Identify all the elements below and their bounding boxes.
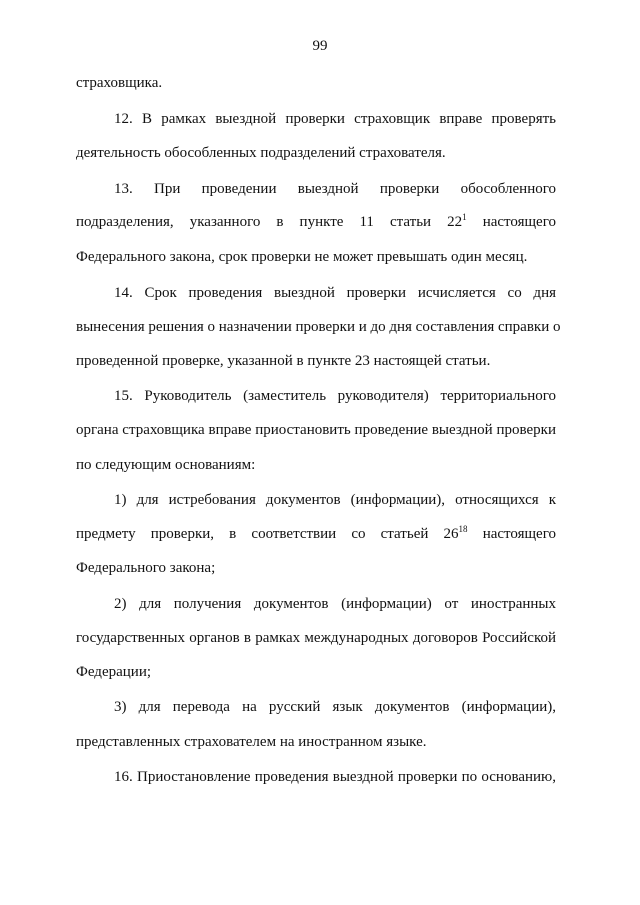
page-number: 99 [312, 38, 328, 54]
paragraph-14-line-3: проведенной проверке, указанной в пункте 23 настоящей статьи. [76, 353, 491, 369]
item-1-line-2 [76, 525, 556, 543]
paragraph-13-line-1: 13. При проведении выездной проверки обособленного [114, 181, 556, 197]
paragraph-12-line-1: 12. В рамках выездной проверки страховщик вправе проверять [114, 111, 556, 127]
item-2-line-1: 2) для получения документов (информации) от иностранных [114, 596, 556, 612]
item-2-line-2: государственных органов в рамках международных договоров Российской [76, 630, 556, 646]
item-2-line-3: Федерации; [76, 664, 152, 680]
item-3-line-2: представленных страхователем на иностранном языке. [76, 734, 427, 750]
paragraph-12-line-2: деятельность обособленных подразделений страхователя. [76, 145, 446, 161]
paragraph-13-line-2-text: подразделения, указанного в пункте 11 статьи 22 [76, 214, 463, 230]
paragraph-15-line-3: по следующим основаниям: [76, 457, 256, 473]
text-line: страховщика. [76, 75, 163, 91]
paragraph-15-line-2: органа страховщика вправе приостановить проведение выездной проверки [76, 422, 556, 438]
item-1-line-1: 1) для истребования документов (информации), относящихся к [114, 492, 556, 508]
paragraph-16-line-1: 16. Приостановление проведения выездной проверки по основанию, [114, 769, 556, 785]
paragraph-13-line-2 [76, 213, 556, 231]
paragraph-14-line-2: вынесения решения о назначении проверки и до дня составления справки о [76, 319, 561, 335]
superscript-1: 1 [462, 212, 467, 222]
paragraph-13-line-2-end: настоящего [482, 214, 556, 230]
paragraph-15-line-1: 15. Руководитель (заместитель руководителя) территориального [114, 388, 556, 404]
item-1-line-3: Федерального закона; [76, 560, 216, 576]
paragraph-13-line-3: Федерального закона, срок проверки не может превышать один месяц. [76, 249, 528, 265]
item-3-line-1: 3) для перевода на русский язык документов (информации), [114, 699, 556, 715]
superscript-18: 18 [458, 524, 468, 534]
paragraph-14-line-1: 14. Срок проведения выездной проверки исчисляется со дня [114, 285, 556, 301]
item-1-line-2-text: предмету проверки, в соответствии со статьей 26 [76, 526, 459, 542]
item-1-line-2-end: настоящего [482, 526, 556, 542]
